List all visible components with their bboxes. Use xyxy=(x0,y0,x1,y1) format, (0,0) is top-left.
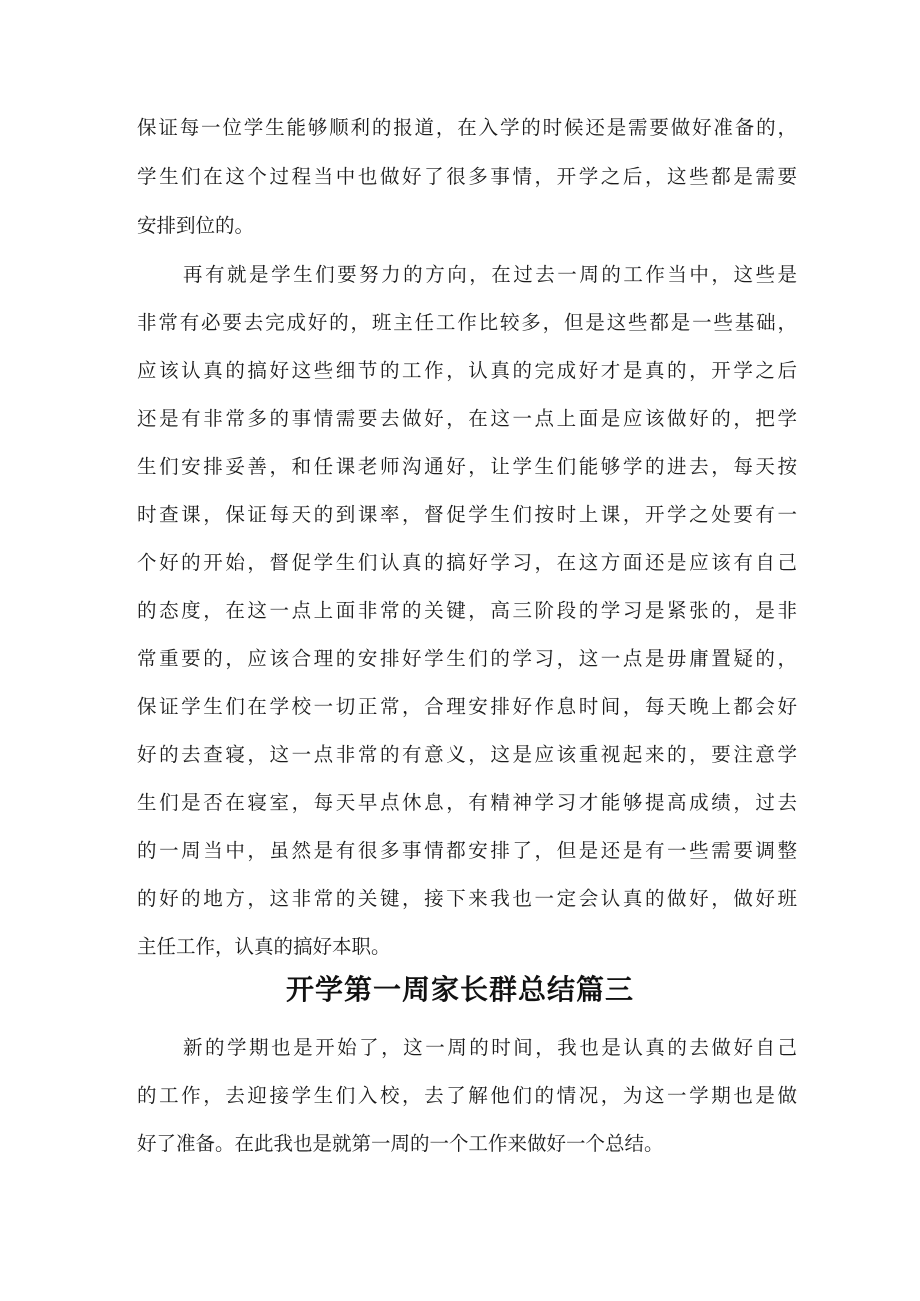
text-line: 好了准备。在此我也是就第一周的一个工作来做好一个总结。 xyxy=(137,1132,664,1155)
section-heading: 开学第一周家长群总结篇三 xyxy=(285,973,634,1006)
text-line: 主任工作，认真的搞好本职。 xyxy=(137,935,391,958)
text-line: 的一周当中，虽然是有很多事情都安排了，但是还是有一些需要调整 xyxy=(137,839,797,862)
text-line: 学生们在这个过程当中也做好了很多事情，开学之后，这些都是需要 xyxy=(137,165,797,188)
text-line: 的好的地方，这非常的关键，接下来我也一定会认真的做好，做好班 xyxy=(137,887,797,910)
text-line: 时查课，保证每天的到课率，督促学生们按时上课，开学之处要有一 xyxy=(137,503,797,526)
text-line: 还是有非常多的事情需要去做好，在这一点上面是应该做好的，把学 xyxy=(137,407,797,430)
text-line: 应该认真的搞好这些细节的工作，认真的完成好才是真的，开学之后 xyxy=(137,359,797,382)
text-line: 的态度，在这一点上面非常的关键，高三阶段的学习是紧张的，是非 xyxy=(137,599,797,622)
text-line: 新的学期也是开始了，这一周的时间，我也是认真的去做好自己 xyxy=(183,1036,797,1059)
text-line: 个好的开始，督促学生们认真的搞好学习，在这方面还是应该有自己 xyxy=(137,551,797,574)
text-line: 保证每一位学生能够顺利的报道，在入学的时候还是需要做好准备的， xyxy=(137,116,797,139)
text-line: 非常有必要去完成好的，班主任工作比较多，但是这些都是一些基础， xyxy=(137,311,797,334)
text-line: 再有就是学生们要努力的方向，在过去一周的工作当中，这些是 xyxy=(183,263,797,286)
text-line: 好的去查寝，这一点非常的有意义，这是应该重视起来的，要注意学 xyxy=(137,743,797,766)
text-line: 生们是否在寝室，每天早点休息，有精神学习才能够提高成绩，过去 xyxy=(137,791,797,814)
text-line: 常重要的，应该合理的安排好学生们的学习，这一点是毋庸置疑的， xyxy=(137,647,797,670)
text-line: 生们安排妥善，和任课老师沟通好，让学生们能够学的进去，每天按 xyxy=(137,455,797,478)
text-line: 的工作，去迎接学生们入校，去了解他们的情况，为这一学期也是做 xyxy=(137,1084,797,1107)
text-line: 安排到位的。 xyxy=(137,214,255,237)
text-line: 保证学生们在学校一切正常，合理安排好作息时间，每天晚上都会好 xyxy=(137,695,797,718)
